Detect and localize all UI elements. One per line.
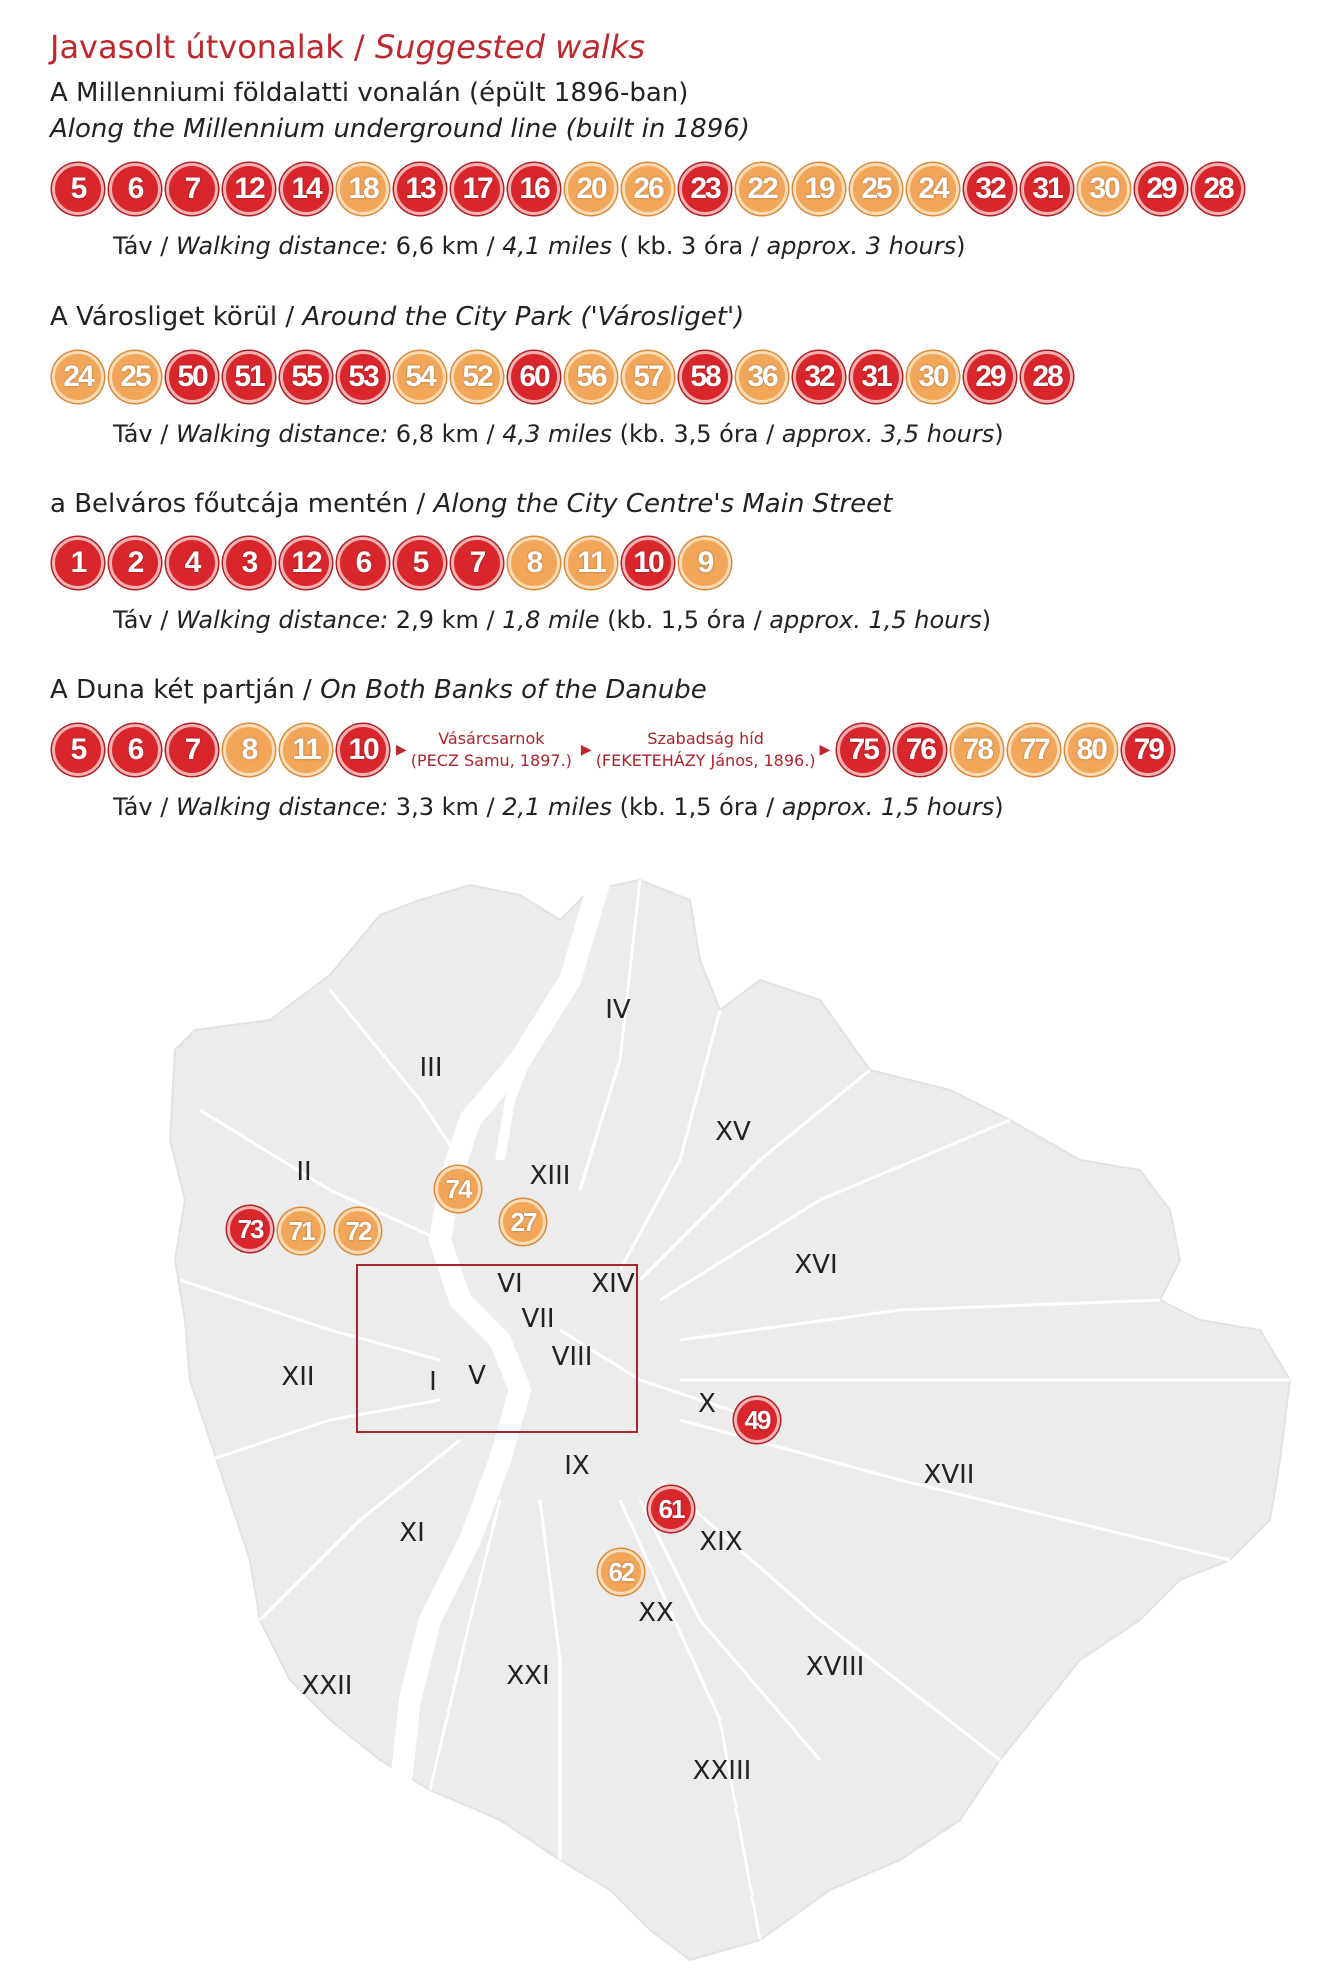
title-hu: Javasolt útvonalak [50, 28, 344, 66]
stop-number-badge: 13 [394, 163, 446, 215]
stop-number-badge: 61 [648, 1486, 694, 1532]
stop-number-badge: 28 [1192, 163, 1244, 215]
arrow-right-icon: ▶ [396, 742, 407, 758]
district-label: XIX [699, 1527, 743, 1557]
district-label: IX [564, 1451, 590, 1481]
stop-number-badge: 7 [166, 724, 218, 776]
stop-number-badge: 8 [508, 537, 560, 589]
route-4-stops-b [837, 724, 1174, 776]
map-pin [734, 1397, 780, 1443]
district-label: XVIII [805, 1652, 865, 1682]
route-1-title-hu: A Millenniumi földalatti vonalán (épült 1896-ban) [50, 78, 689, 108]
stop-number-badge: 22 [736, 163, 788, 215]
district-label: II [296, 1157, 312, 1187]
district-label: XXIII [692, 1756, 752, 1786]
title-en: Suggested walks [374, 28, 646, 66]
stop-number-badge: 79 [1122, 724, 1174, 776]
stop-number-badge: 7 [451, 537, 503, 589]
stop-number-badge: 12 [280, 537, 332, 589]
map-pin [648, 1486, 694, 1532]
district-label: XX [638, 1598, 674, 1628]
district-label: V [468, 1361, 486, 1391]
stop-number-badge: 2 [109, 537, 161, 589]
route-1-distance: Táv / Walking distance: 6,6 km / 4,1 miles ( kb. 3 óra / approx. 3 hours) [113, 232, 966, 260]
stop-number-badge: 9 [679, 537, 731, 589]
district-label: I [429, 1367, 437, 1397]
district-label: XIV [591, 1269, 635, 1299]
district-label: XIII [529, 1161, 571, 1191]
stop-number-badge: 20 [565, 163, 617, 215]
stop-number-badge: 11 [280, 724, 332, 776]
district-label: XI [399, 1518, 425, 1548]
stop-number-badge: 25 [109, 351, 161, 403]
district-label: III [419, 1053, 443, 1083]
stop-number-badge: 78 [951, 724, 1003, 776]
stop-number-badge: 30 [1078, 163, 1130, 215]
route-1-stops [52, 162, 1244, 216]
route-1-title-en: Along the Millennium underground line (built in 1896) [50, 114, 750, 144]
stop-number-badge: 10 [622, 537, 674, 589]
map-pin [500, 1199, 546, 1245]
stop-number-badge: 5 [394, 537, 446, 589]
stop-number-badge: 7 [166, 163, 218, 215]
stop-number-badge: 17 [451, 163, 503, 215]
route-3-stops [52, 536, 731, 590]
district-label: X [698, 1389, 716, 1419]
stop-number-badge: 24 [907, 163, 959, 215]
stop-number-badge: 31 [1021, 163, 1073, 215]
district-label: XVI [794, 1250, 838, 1280]
stop-number-badge: 58 [679, 351, 731, 403]
stop-number-badge: 32 [964, 163, 1016, 215]
stop-number-badge: 29 [1135, 163, 1187, 215]
route-2-title: A Városliget körül / Around the City Park ('Városliget') [50, 302, 745, 332]
stop-number-badge: 56 [565, 351, 617, 403]
stop-number-badge: 27 [500, 1199, 546, 1245]
stop-number-badge: 52 [451, 351, 503, 403]
stop-number-badge: 11 [565, 537, 617, 589]
landmark-liberty-bridge: ▶ Szabadság híd (FEKETEHÁZY János, 1896.) ▶ [580, 729, 831, 770]
stop-number-badge: 80 [1065, 724, 1117, 776]
stop-number-badge: 75 [837, 724, 889, 776]
district-label: XXII [301, 1671, 353, 1701]
stop-number-badge: 57 [622, 351, 674, 403]
map-pin [435, 1166, 481, 1212]
district-label: XII [281, 1362, 315, 1392]
stop-number-badge: 25 [850, 163, 902, 215]
route-3-distance: Táv / Walking distance: 2,9 km / 1,8 mile (kb. 1,5 óra / approx. 1,5 hours) [113, 606, 992, 634]
stop-number-badge: 18 [337, 163, 389, 215]
stop-number-badge: 5 [52, 163, 104, 215]
stop-number-badge: 16 [508, 163, 560, 215]
district-label: VIII [551, 1342, 593, 1372]
stop-number-badge: 62 [598, 1549, 644, 1595]
stop-number-badge: 14 [280, 163, 332, 215]
district-label: IV [605, 995, 631, 1025]
route-4-stops [52, 723, 1174, 777]
stop-number-badge: 10 [337, 724, 389, 776]
stop-number-badge: 6 [337, 537, 389, 589]
stop-number-badge: 51 [223, 351, 275, 403]
map-pin [335, 1208, 381, 1254]
stop-number-badge: 49 [734, 1397, 780, 1443]
landmark-market-hall: ▶ Vásárcsarnok (PECZ Samu, 1897.) [396, 729, 572, 770]
stop-number-badge: 5 [52, 724, 104, 776]
stop-number-badge: 53 [337, 351, 389, 403]
stop-number-badge: 3 [223, 537, 275, 589]
stop-number-badge: 30 [907, 351, 959, 403]
map-pin [278, 1208, 324, 1254]
stop-number-badge: 60 [508, 351, 560, 403]
stop-number-badge: 73 [227, 1206, 273, 1252]
stop-number-badge: 6 [109, 163, 161, 215]
stop-number-badge: 28 [1021, 351, 1073, 403]
stop-number-badge: 24 [52, 351, 104, 403]
stop-number-badge: 23 [679, 163, 731, 215]
stop-number-badge: 12 [223, 163, 275, 215]
district-label: XXI [506, 1661, 550, 1691]
stop-number-badge: 36 [736, 351, 788, 403]
district-label: VI [497, 1269, 523, 1299]
route-4-stops-a [52, 724, 389, 776]
district-label: XVII [923, 1460, 975, 1490]
stop-number-badge: 19 [793, 163, 845, 215]
stop-number-badge: 54 [394, 351, 446, 403]
stop-number-badge: 74 [435, 1166, 481, 1212]
district-label: XV [715, 1117, 751, 1147]
title-separator: / [343, 28, 375, 66]
route-2-distance: Táv / Walking distance: 6,8 km / 4,3 miles (kb. 3,5 óra / approx. 3,5 hours) [113, 420, 1004, 448]
arrow-right-icon: ▶ [580, 742, 592, 758]
stop-number-badge: 31 [850, 351, 902, 403]
district-label: VII [521, 1304, 555, 1334]
arrow-right-icon: ▶ [819, 742, 831, 758]
map-pin [598, 1549, 644, 1595]
page-title [50, 28, 645, 66]
city-outline [0, 860, 1323, 1971]
stop-number-badge: 26 [622, 163, 674, 215]
route-4-distance: Táv / Walking distance: 3,3 km / 2,1 miles (kb. 1,5 óra / approx. 1,5 hours) [113, 793, 1004, 821]
route-2-stops [52, 350, 1073, 404]
stop-number-badge: 72 [335, 1208, 381, 1254]
stop-number-badge: 32 [793, 351, 845, 403]
stop-number-badge: 29 [964, 351, 1016, 403]
stop-number-badge: 50 [166, 351, 218, 403]
stop-number-badge: 71 [278, 1208, 324, 1254]
stop-number-badge: 6 [109, 724, 161, 776]
budapest-district-map [0, 860, 1323, 1971]
stop-number-badge: 76 [894, 724, 946, 776]
stop-number-badge: 8 [223, 724, 275, 776]
route-4-title: A Duna két partján / On Both Banks of the Danube [50, 675, 707, 705]
stop-number-badge: 77 [1008, 724, 1060, 776]
stop-number-badge: 55 [280, 351, 332, 403]
route-3-title: a Belváros főutcája mentén / Along the City Centre's Main Street [50, 489, 893, 519]
stop-number-badge: 4 [166, 537, 218, 589]
map-pin [227, 1206, 273, 1252]
stop-number-badge: 1 [52, 537, 104, 589]
